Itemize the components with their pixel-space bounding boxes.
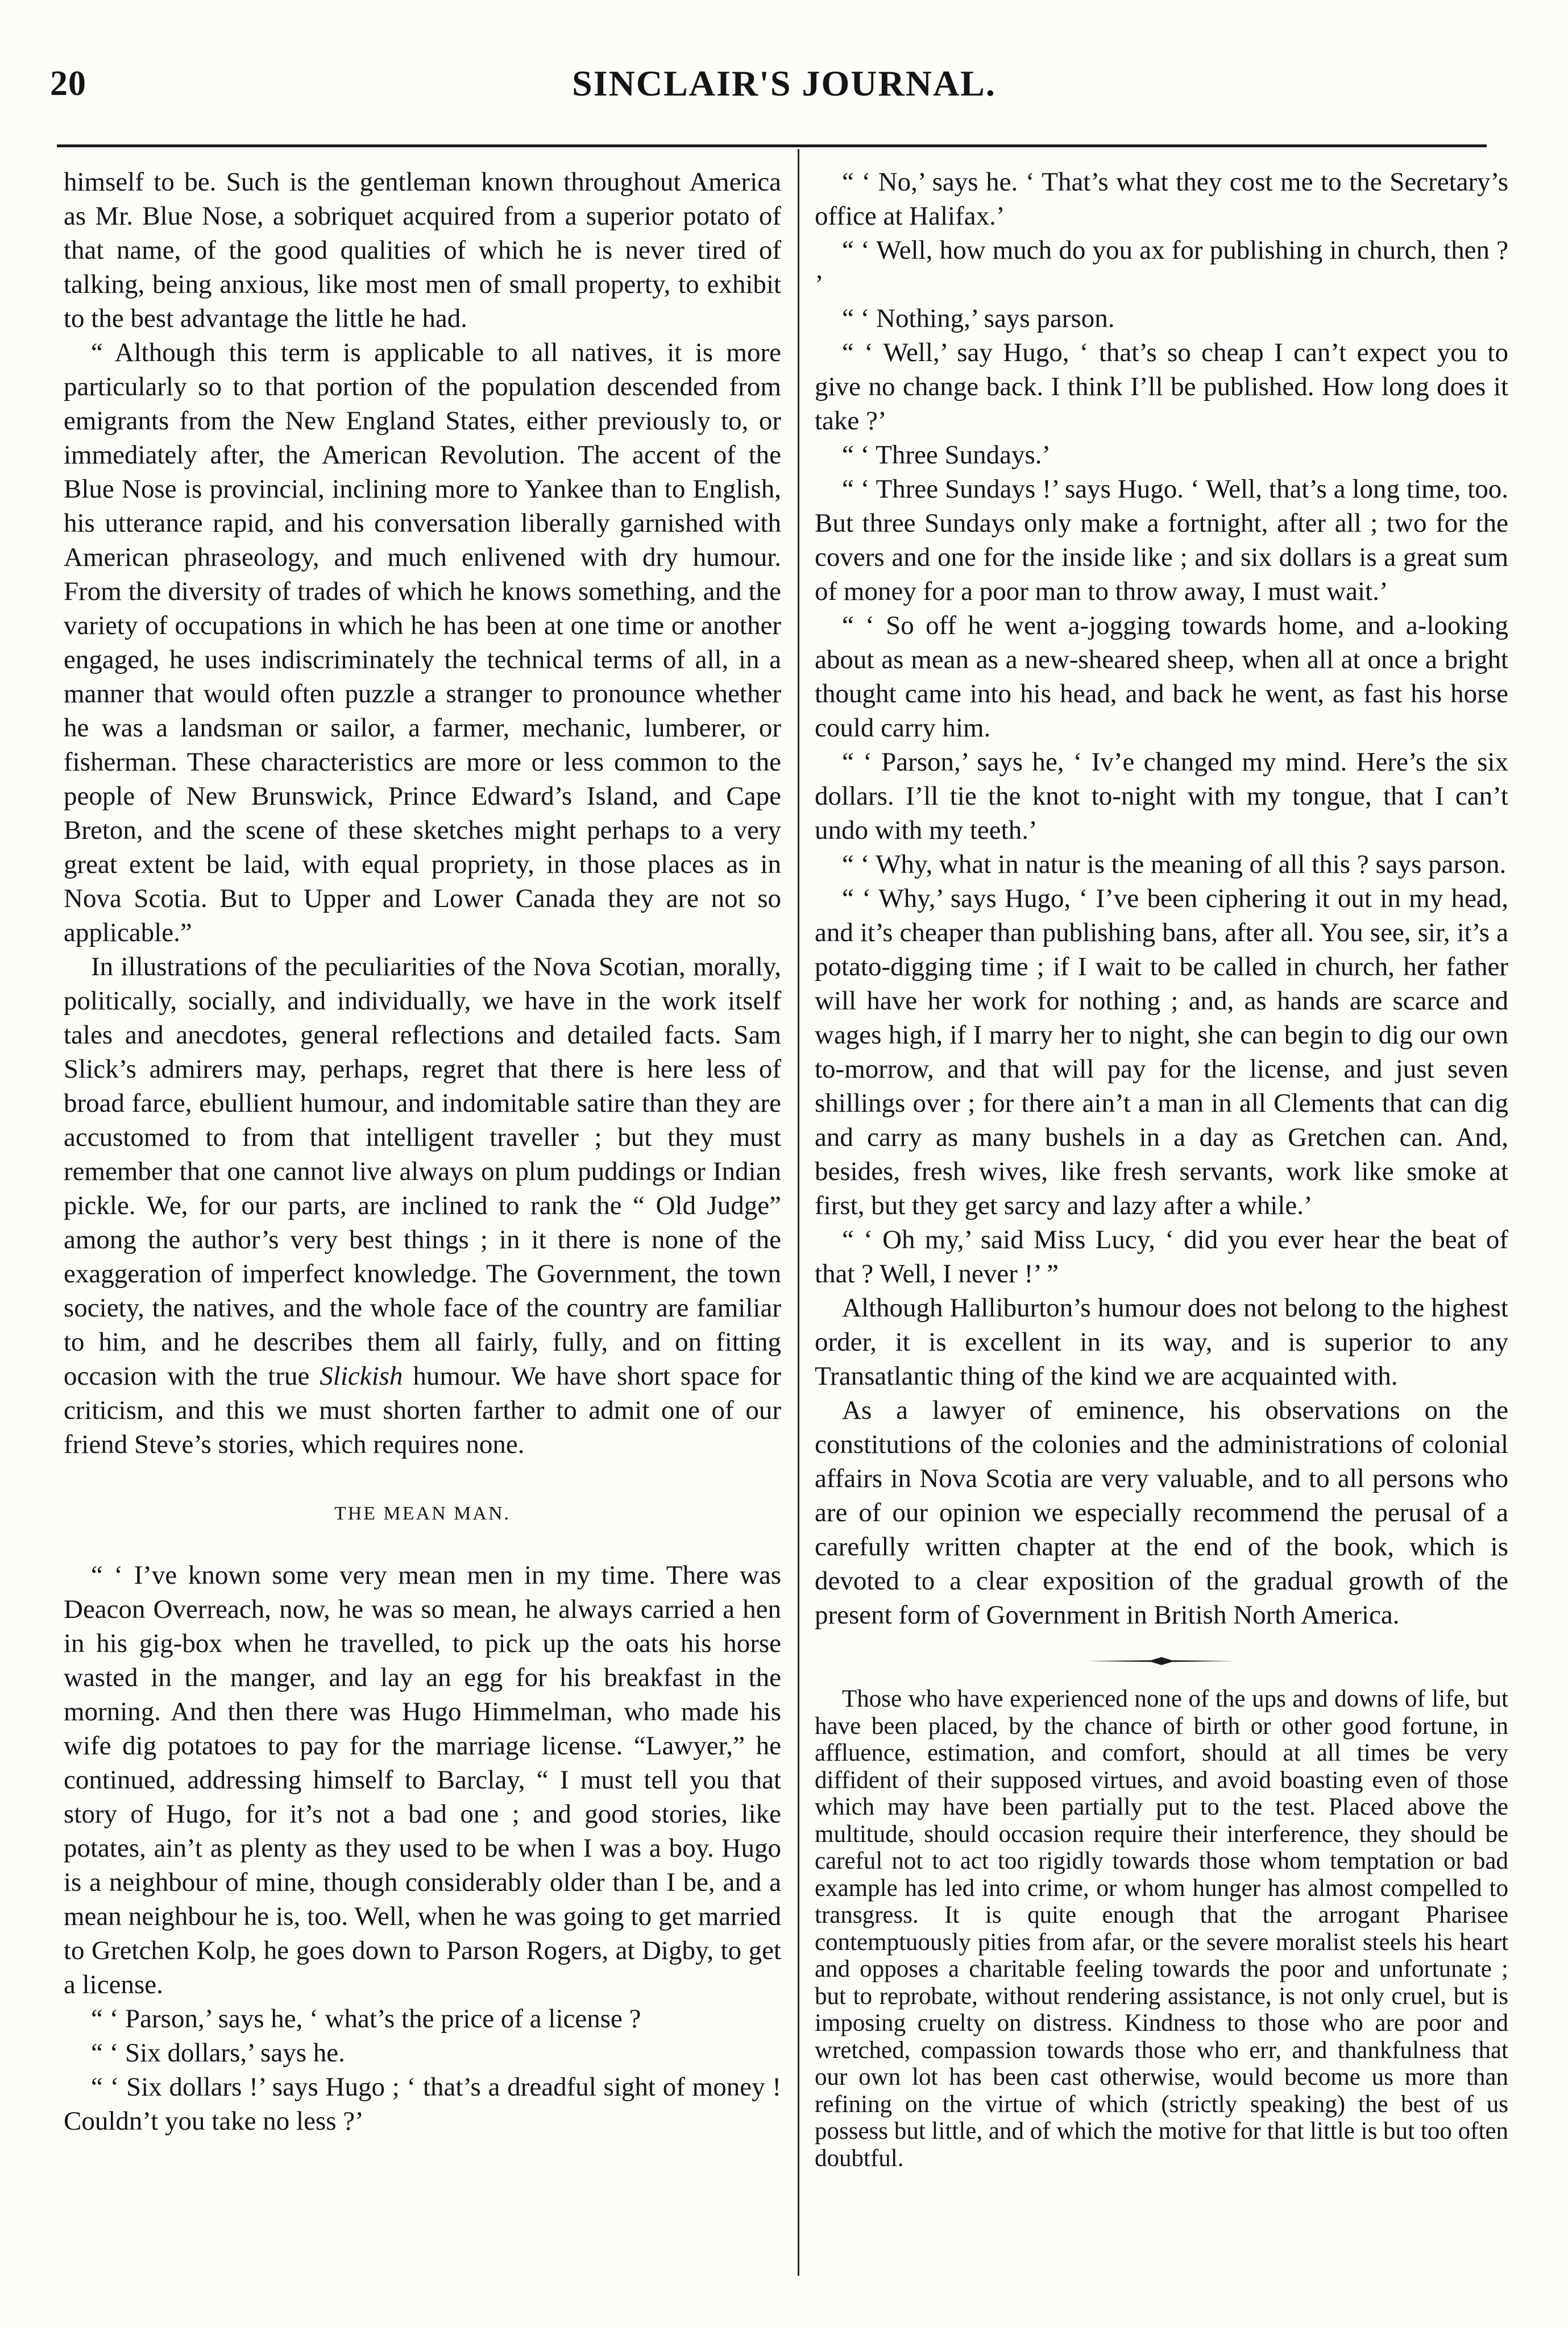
story-paragraph: “ ‘ Parson,’ says he, ‘ Iv’e changed my mind. Here’s the six dollars. I’ll tie the knot to-night with my tongue, that I can’t undo with my teeth.’ [815,747,1508,845]
header-rule [57,144,1487,147]
paragraph: himself to be. Such is the gentleman known throughout America as Mr. Blue Nose, a sobriquet acquired from a superior potato of that name, of the good qualities of which he is never tired of talking, being anxious, like most men of small property, to exhibit to the best advantage the little he had. [64,167,781,333]
story-paragraph: “ ‘ Well,’ say Hugo, ‘ that’s so cheap I can’t expect you to give no change back. I think I’ll be published. How long does it take ?’ [815,338,1508,436]
paragraph: As a lawyer of eminence, his observations on the constitutions of the colonies and the administrations of colonial affairs in Nova Scotia are very valuable, and to all persons who are of our opinion we especially recommend the perusal of a carefully written chapter at the end of the book, which is devoted to a clear exposition of the gradual growth of the present form of Government in British North America. [815,1396,1508,1630]
story-paragraph: “ ‘ Six dollars,’ says he. [91,2038,345,2068]
footnote [815,1686,1508,2172]
story-paragraph: “ ‘ So off he went a-jogging towards home, and a-looking about as mean as a new-sheared sheep, when all at once a bright thought came into his head, and back he went, as fast his horse could carry him. [815,611,1508,743]
story-paragraph: “ ‘ Six dollars !’ says Hugo ; ‘ that’s a dreadful sight of money ! Couldn’t you take no less ?’ [64,2072,781,2136]
italic-term: Slickish [320,1361,403,1391]
story-paragraph: “ ‘ Oh my,’ said Miss Lucy, ‘ did you ever hear the beat of that ? Well, I never !’ ” [815,1225,1508,1289]
paragraph [64,950,781,1461]
story-paragraph: “ ‘ Parson,’ says he, ‘ what’s the price of a license ? [91,2004,641,2034]
right-column [815,165,1508,2172]
left-column [64,165,781,2138]
footnote-text: Those who have experienced none of the ups and downs of life, but have been placed, by the chance of birth or other good fortune, in affluence, estimation, and comfort, should at all times be very diffident of their supposed virtues, and avoid boasting even of those which may have been partially put to the test. Placed above the multitude, should occasion require their interference, they should be careful not to act too rigidly towards those whom temptation or bad example has led into crime, or whom hunger has almost compelled to transgress. It is quite enough that the arrogant Pharisee contemptuously pities from afar, or the severe moralist steels his heart and opposes a charitable feeling towards the poor and unfortunate ; but to reprobate, without rendering assistance, is not only cruel, but is imposing cruelty on distress. Kindness to those who are poor and wretched, compassion towards those who err, and thankfulness that our own lot has been cast otherwise, would become us more than refining on the virtue of which (strictly speaking) the best of us possess but little, and of which the motive for that little is but too often doubtful. [815,1686,1508,2172]
story-paragraph: “ ‘ Why,’ says Hugo, ‘ I’ve been ciphering it out in my head, and it’s cheaper than publishing bans, after all. You see, sir, it’s a potato-digging time ; if I wait to be called in church, her father will have her work for nothing ; and, as hands are scarce and wages high, if I marry her to night, she can begin to dig our own to-morrow, and that will pay for the license, and just seven shillings over ; for there ain’t a man in all Clements that can dig and carry as many bushels in a day as Gretchen can. And, besides, fresh wives, like fresh servants, work like smoke at first, but they get sarcy and lazy after a while.’ [815,884,1508,1220]
paragraph: “ Although this term is applicable to all natives, it is more particularly so to that portion of the population descended from emigrants from the New England States, either previously to, or immediately after, the American Revolution. The accent of the Blue Nose is provincial, inclining more to Yankee than to English, his utterance rapid, and his conversation liberally garnished with American phraseology, and much enlivened with dry humour. From the diversity of trades of which he knows something, and the variety of occupations in which he has been at one time or another engaged, he uses indiscriminately the technical terms of all, in a manner that would often puzzle a stranger to pronounce whether he was a landsman or sailor, a farmer, mechanic, lumberer, or fisherman. These characteristics are more or less common to the people of New Brunswick, Prince Edward’s Island, and Cape Breton, and the scene of these sketches might perhaps to a very great extent be laid, with equal propriety, in those places as in Nova Scotia. But to Upper and Lower Canada they are not so applicable.” [64,338,781,947]
paragraph-text: humour. We have short space for criticism, and this we must shorten farther to admit one of our friend Steve’s stories, which requires none. [64,1361,782,1459]
story-paragraph: “ ‘ Three Sundays !’ says Hugo. ‘ Well, that’s a long time, too. But three Sundays only make a fortnight, after all ; two for the covers and one for the inside like ; and six dollars is a great sum of money for a poor man to throw away, I must wait.’ [815,474,1508,606]
paragraph: Although Halliburton’s humour does not belong to the highest order, it is excellent in its way, and is superior to any Transatlantic thing of the kind we are acquainted with. [815,1293,1508,1391]
story-paragraph: “ ‘ No,’ says he. ‘ That’s what they cost me to the Secretary’s office at Halifax.’ [815,167,1508,231]
column-divider [798,149,799,2276]
story-paragraph: “ ‘ Three Sundays.’ [842,440,1051,470]
story-paragraph: “ ‘ Why, what in natur is the meaning of all this ? says parson. [842,850,1507,879]
section-title: THE MEAN MAN. [334,1503,511,1524]
paragraph-text: In illustrations of the peculiarities of the Nova Scotian, morally, politically, socially, and individually, we have in the work itself tales and anecdotes, general reflections and detailed facts. Sam Slick’s admirers may, perhaps, regret that there is here less of broad farce, ebullient humour, and indomitable satire than they are accustomed to from that intelligent traveller ; but they must remember that one cannot live always on plum puddings or Indian pickle. We, for our parts, are inclined to rank the “ Old Judge” among the author’s very best things ; in it there is none of the exaggeration of imperfect knowledge. The Government, the town society, the natives, and the whole face of the country are familiar to him, and he describes them all fairly, fully, and on fitting occasion with the true [64,952,781,1391]
running-title: SINCLAIR'S JOURNAL. [572,63,996,103]
page-number: 20 [50,64,86,103]
story-paragraph: “ ‘ I’ve known some very mean men in my time. There was Deacon Overreach, now, he was so mean, he always carried a hen in his gig-box when he travelled, to pick up the oats his horse wasted in the manger, and lay an egg for his breakfast in the morning. And then there was Hugo Himmelman, who made his wife dig potatoes to pay for the marriage license. “Lawyer,” he continued, addressing himself to Barclay, “ I must tell you that story of Hugo, for it’s not a bad one ; and good stories, like potates, ain’t as plenty as they used to be when I was a boy. Hugo is a neighbour of mine, though considerably older than I be, and a mean neighbour he is, too. Well, when he was going to get married to Gretchen Kolp, he goes down to Parson Rogers, at Digby, to get a license. [64,1560,781,1999]
story-paragraph: “ ‘ Well, how much do you ax for publishing in church, then ? ’ [815,235,1508,299]
divider-ornament-icon [1088,1657,1235,1665]
story-paragraph: “ ‘ Nothing,’ says parson. [842,304,1115,333]
